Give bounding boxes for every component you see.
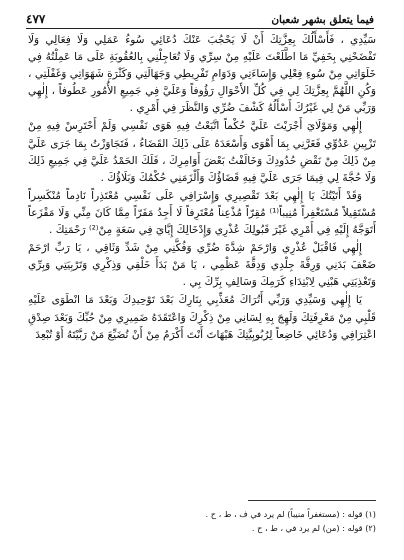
page-header xyxy=(26,6,374,29)
footnotes xyxy=(28,507,376,535)
paragraph: وَقَدْ أَتَيْتُكَ يَا إِلٰهِي بَعْدَ تَقْصِيرِي وَإِسْرَافِي عَلَى نَفْسِي مُعْتَذِراً نَادِماً مُنْكَسِراً مُسْتَقِيلاً مُسْتَغْفِراً مُنِيباً⁽¹⁾ مُقِرّاً مُذْعِناً مُعْتَرِفاً لَا أَجِدُ مَفَرّاً مِمَّا كَانَ مِنِّي وَلَا مَفْزَعاً أَتَوَجَّهُ إِلَيْهِ فِي أَمْرِي غَيْرَ قَبُولِكَ عُذْرِي وَإِدْخَالِكَ إِيَّايَ فِي سَعَةٍ مِنْ⁽²⁾ رَحْمَتِكَ . xyxy=(28,189,376,237)
paragraph: إِلٰهِي وَمَوْلَايَ أَجْرَيْتَ عَلَيَّ حُكْماً اتَّبَعْتُ فِيهِ هَوَى نَفْسِي وَلَمْ أَحْتَرِسْ فِيهِ مِنْ تَزْيِينِ عَدُوِّي فَغَرَّنِي بِمَا أَهْوَى وَأَسْعَدَهُ عَلَى ذَلِكَ القَضَاءُ ، فَتَجَاوَزْتُ بِمَا جَرَى عَلَيَّ مِنْ ذَلِكَ مِنْ نَقْضِ حُدُودِكَ وَخَالَفْتُ بَعْضَ أَوَامِرِكَ ، فَلَكَ الحَمْدُ عَلَيَّ فِي جَمِيعِ ذَلِكَ وَلَا حُجَّةَ لِي فِيمَا جَرَى عَلَيَّ فِيهِ قَضَاؤُكَ وَأَلْزَمَنِي حُكْمُكَ وَبَلَاؤُكَ . xyxy=(28,120,376,184)
footnote: (١) قوله : (مستغفراً منيباً) لم يرد في ف ، ط ، ح . xyxy=(205,509,376,519)
footnote: (٢) قوله : (من) لم يرد في ، ط ، ح . xyxy=(251,523,376,533)
running-title: فيما يتعلق بشهر شعبان xyxy=(271,14,374,26)
paragraph: يَا إِلٰهِي وَسَيِّدِي وَرَبِّي أَتُرَاكَ مُعَذِّبِي بِنَارِكَ بَعْدَ تَوْحِيدِكَ وَبَعْدَ مَا انْطَوَى عَلَيْهِ قَلْبِي مِنْ مَعْرِفَتِكَ وَلَهِجَ بِهِ لِسَانِي مِنْ ذِكْرِكَ وَاعْتَقَدَهُ ضَمِيرِي مِنْ حُبِّكَ وَبَعْدَ صِدْقِ اعْتِرَافِي وَدُعَائِي خَاضِعاً لِرُبُوبِيَّتِكَ هَيْهَاتَ أَنْتَ أَكْرَمُ مِنْ أَنْ تُضَيِّعَ مَنْ رَبَّيْتَهُ أَوْ تُبْعِدَ xyxy=(28,294,376,341)
page-number: ٤٧٧ xyxy=(26,12,46,26)
paragraph: إِلٰهِي فَاقْبَلْ عُذْرِي وَارْحَمْ شِدَّةَ ضُرِّي وَفُكَّنِي مِنْ شَدِّ وَثَاقِي ، يَا رَبِّ ارْحَمْ ضَعْفَ بَدَنِي وَرِقَّةَ جِلْدِي وَدِقَّةَ عَظْمِي ، يَا مَنْ بَدَأَ خَلْقِي وَذِكْرِي وَتَرْبِيَتِي وَبِرِّي وَتَغْذِيَتِي هَبْنِي لِابْتِدَاءِ كَرَمِكَ وَسَالِفِ بِرِّكَ بِي . xyxy=(28,242,376,289)
footnote-divider xyxy=(248,500,376,501)
page-body xyxy=(28,32,376,345)
paragraph: سَيِّدِي ، فَأَسْأَلُكَ بِعِزَّتِكَ أَنْ لَا يَحْجُبَ عَنْكَ دُعَائِي سُوءُ عَمَلِي وَلَا فِعَالِي وَلَا تَفْضَحْنِي بِخَفِيِّ مَا اطَّلَعْتَ عَلَيْهِ مِنْ سِرِّي وَلَا تُعَاجِلْنِي بِالعُقُوبَةِ عَلَى مَا عَمِلْتُهُ فِي خَلَوَاتِي مِنْ سُوءِ فِعْلِي وَإِسَاءَتِي وَدَوَامِ تَفْرِيطِي وَجَهَالَتِي وَكَثْرَةِ شَهَوَاتِي وَغَفْلَتِي ، وَكُنِ اللَّهُمَّ بِعِزَّتِكَ لِي فِي كُلِّ الأَحْوَالِ رَؤُوفاً وَعَلَيَّ فِي جَمِيعِ الأُمُورِ عَطُوفاً ، إِلٰهِي وَرَبِّي مَنْ لِي غَيْرُكَ أَسْأَلُهُ كَشْفَ ضُرِّي وَالنَّظَرَ فِي أَمْرِي . xyxy=(28,34,376,115)
